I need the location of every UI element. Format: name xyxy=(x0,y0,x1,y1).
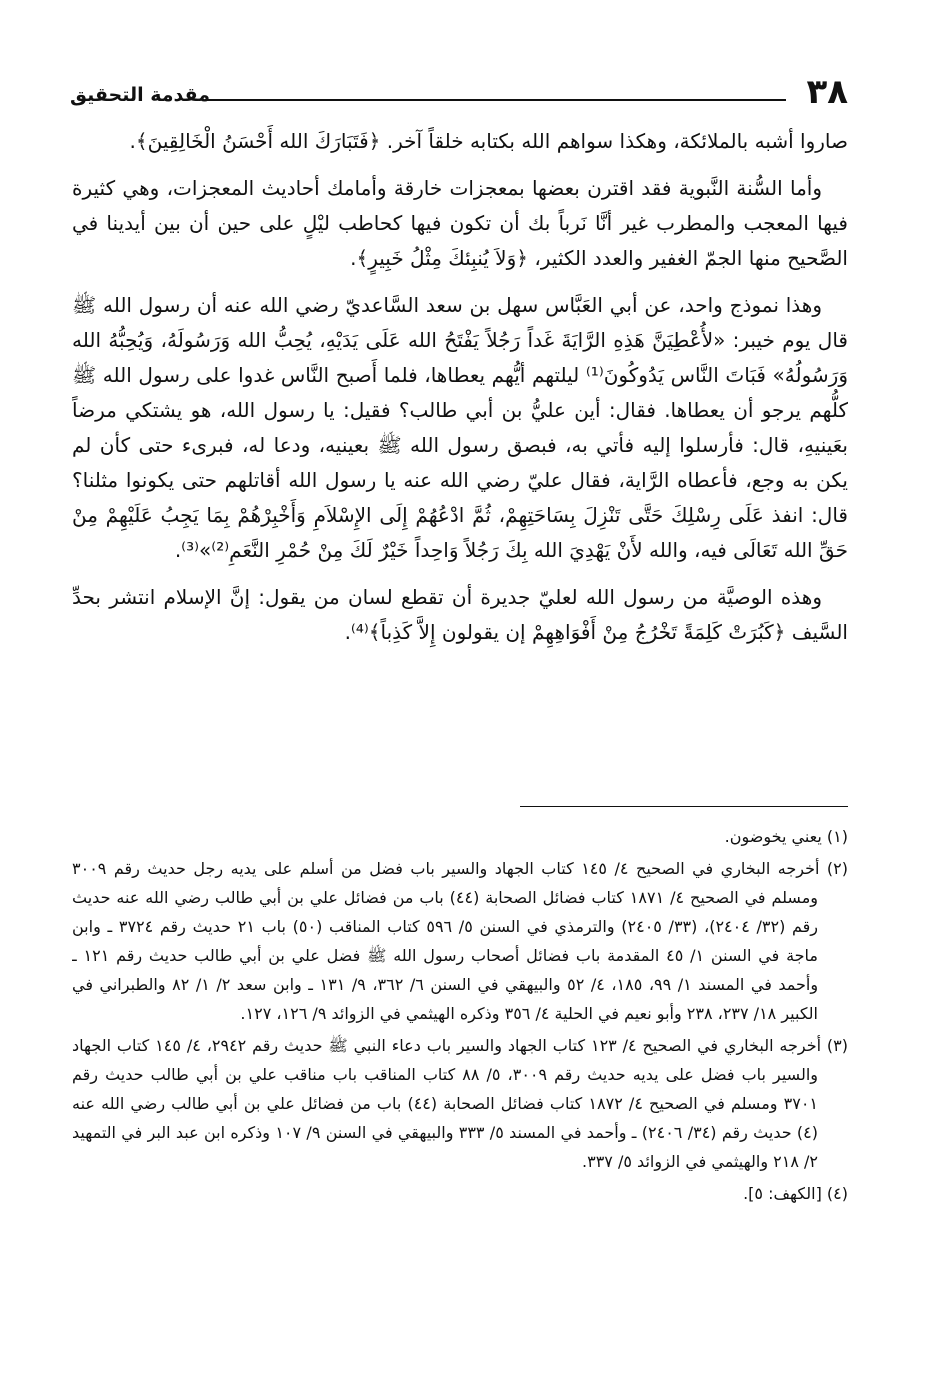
main-text xyxy=(72,124,848,784)
page-header xyxy=(70,72,848,112)
header-rule xyxy=(205,99,786,101)
paragraph: صاروا أشبه بالملائكة، وهكذا سواهم الله بكتابه خلقاً آخر. ﴿فَتَبَارَكَ الله أَحْسَنُ الْخَالِقِينَ﴾. xyxy=(129,129,848,153)
footnotes xyxy=(72,822,848,1372)
paragraph: وأما السُّنة النَّبوية فقد اقترن بعضها بمعجزات خارقة وأمامك أحاديث المعجزات، وهي كثيرة فيها المعجب والمطرب غير أنَّا نَرباً بك أن تكون فيها كحاطب ليْلٍ على حين أن بين أيدينا في الصَّحيح منها الجمّ الغفير والعدد الكثير، ﴿وَلاَ يُنبِئكَ مِثْلُ خَبِيرٍ﴾. xyxy=(72,176,848,270)
footnote: (١) يعني يخوضون. xyxy=(724,827,848,846)
footnote: (٤) [الكهف: ٥]. xyxy=(743,1184,848,1203)
footnote: (٣) أخرجه البخاري في الصحيح ٤/ ١٢٣ كتاب الجهاد والسير باب دعاء النبي ﷺ حديث رقم ٢٩٤٢، ٤/ ١٤٥ كتاب الجهاد والسير باب فضل على يديه حديث رقم ٣٠٠٩، ٥/ ٨٨ كتاب المناقب باب مناقب علي بن أبي طالب حديث رقم ٣٧٠١ ومسلم في الصحيح ٤/ ١٨٧٢ كتاب فضائل الصحابة (٤٤) باب من فضائل علي بن أبي طالب رضي الله عنه (٤) حديث رقم (٣٤/ ٢٤٠٦) ـ وأحمد في المسند ٥/ ٣٣٣ والبيهقي في السنن ٩/ ١٠٧ وذكره ابن عبد البر في التمهيد ٢/ ٢١٨ والهيثمي في الزوائد ٥/ ٣٣٧. xyxy=(72,1036,848,1171)
page-number: ٣٨ xyxy=(806,72,848,112)
running-title: مقدمة التحقيق xyxy=(70,84,210,106)
paragraph: وهذا نموذج واحد، عن أبي العَبَّاس سهل بن سعد السَّاعديّ رضي الله عنه أن رسول الله ﷺ قال يوم خيبر: «لأُعْطِيَنَّ هَذِهِ الرَّايَةَ غَداً رَجُلاً يَفْتَحُ الله عَلَى يَدَيْهِ، يُحِبُّ الله وَرَسُولَهُ، وَيُحِبُّهُ الله وَرَسُولُهُ» فَبَاتَ النَّاس يَدُوكُونَ⁽¹⁾ ليلتهم أيُّهم يعطاها، فلما أَصبح النَّاس غدوا على رسول الله ﷺ كلُّهم يرجو أن يعطاها. فقال: أين عليُّ بن أبي طالب؟ فقيل: يا رسول الله، هو يشتكي مرضاً بعَينيهِ، قال: فأرسلوا إليه فأتي به، فبصق رسول الله ﷺ بعينيه، ودعا له، فبرىء حتى كأن لم يكن به وجع، فأعطاه الرَّاية، فقال عليّ رضي الله عنه يا رسول الله أقاتلهم حتى يكونوا مثلنا؟ قال: انفذ عَلَى رِسْلِكَ حَتَّى تَنْزِلَ بِسَاحَتِهِمْ، ثُمَّ ادْعُهُمْ إِلَى الإِسْلاَمِ وَأَخْبِرْهُمْ بِمَا يَجِبُ عَلَيْهِمْ مِنْ حَقِّ الله تَعَالَى فيه، والله لأَنْ يَهْدِيَ الله بِكَ رَجُلاً وَاحِداً خَيْرٌ لَكَ مِنْ حُمْرِ النَّعَمِ⁽²⁾»⁽³⁾. xyxy=(72,293,848,562)
footnote-separator xyxy=(520,806,848,807)
paragraph: وهذه الوصيَّة من رسول الله لعليّ جديرة أن تقطع لسان من يقول: إنَّ الإسلام انتشر بحدِّ السَّيف ﴿كَبُرَتْ كَلِمَةً تَخْرُجُ مِنْ أَفْوَاهِهِمْ إن يقولون إِلاَّ كَذِباً﴾⁽⁴⁾. xyxy=(72,585,848,644)
footnote: (٢) أخرجه البخاري في الصحيح ٤/ ١٤٥ كتاب الجهاد والسير باب فضل من أسلم على يديه رجل حديث رقم ٣٠٠٩ ومسلم في الصحيح ٤/ ١٨٧١ كتاب فضائل الصحابة (٤٤) باب من فضائل علي بن أبي طالب رضي الله عنه حديث رقم (٣٢/ ٢٤٠٤)، (٣٣/ ٢٤٠٥) والترمذي في السنن ٥/ ٥٩٦ كتاب المناقب (٥٠) باب ٢١ حديث رقم ٣٧٢٤ ـ وابن ماجة في السنن ١/ ٤٥ المقدمة باب فضائل أصحاب رسول الله ﷺ فضل علي بن أبي طالب حديث رقم ١٢١ ـ وأحمد في المسند ١/ ٩٩، ١٨٥، ٤/ ٥٢ والبيهقي في السنن ٦/ ٣٦٢، ٩/ ١٣١ ـ وابن سعد ٢/ ١/ ٨٢ والطبراني في الكبير ١٨/ ٢٣٧، ٢٣٨ وأبو نعيم في الحلية ٤/ ٣٥٦ وذكره الهيثمي في الزوائد ٩/ ١٢٦، ١٢٧. xyxy=(72,859,848,1023)
